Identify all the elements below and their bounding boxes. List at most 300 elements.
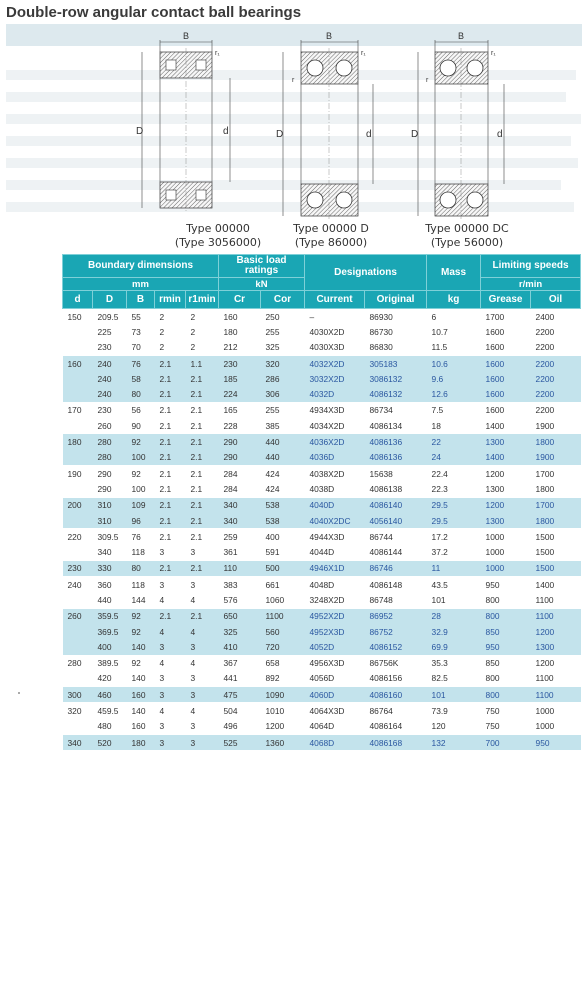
- cell-b: 140: [127, 639, 155, 655]
- table-row: [63, 703, 581, 719]
- cell-b: 76: [127, 529, 155, 545]
- cell-grease: 800: [481, 608, 531, 624]
- cell-r1min: 2.1: [186, 386, 219, 402]
- cell-rmin: 3: [155, 639, 186, 655]
- page-title: Double-row angular contact ball bearings: [6, 4, 302, 21]
- cell-d: [63, 340, 93, 356]
- cell-r1min: 4: [186, 703, 219, 719]
- cell-d: 260: [97, 420, 112, 431]
- svg-text:D: D: [136, 126, 144, 137]
- cell-kg: 120: [431, 721, 446, 732]
- cell-rmin: 2: [159, 326, 165, 337]
- cell-current: 4064D: [309, 721, 335, 732]
- cell-cor: 255: [265, 326, 280, 337]
- table-row: [63, 497, 581, 513]
- cell-d: 170: [63, 402, 93, 418]
- table-row: [63, 309, 581, 325]
- cell-cr: 475: [219, 687, 261, 703]
- cell-cor: 560: [261, 624, 305, 639]
- cell-original: 4086160: [365, 687, 427, 703]
- cell-kg: 10.6: [427, 355, 481, 371]
- cell-kg: 101: [427, 687, 481, 703]
- cell-rmin: 2.1: [155, 371, 186, 386]
- cell-b: 92: [127, 608, 155, 624]
- cell-kg: 6: [427, 309, 481, 325]
- cell-current: 4044D: [309, 547, 335, 558]
- cell-original: 4086156: [369, 673, 403, 684]
- table-row: [63, 655, 581, 671]
- cell-oil: 2200: [531, 355, 581, 371]
- cell-original: 4086136: [365, 450, 427, 466]
- cell-rmin: 2.1: [159, 420, 172, 431]
- cell-rmin: 2.1: [155, 560, 186, 576]
- cell-kg: 24: [427, 450, 481, 466]
- cell-current: 4944X3D: [305, 529, 365, 545]
- col-header-original: Original: [365, 291, 427, 309]
- cell-d: [63, 481, 93, 497]
- cell-r1min: 2.1: [186, 402, 219, 418]
- cell-cr: 165: [219, 402, 261, 418]
- cell-r1min: 3: [190, 547, 196, 558]
- cell-cor: 306: [261, 386, 305, 402]
- cell-d: 420: [97, 673, 112, 684]
- cell-current: –: [305, 309, 365, 325]
- cell-kg: 29.5: [427, 513, 481, 529]
- col-header-oil: Oil: [531, 291, 581, 309]
- col-header-d: D: [93, 291, 127, 309]
- col-header-r1min: r1min: [186, 291, 219, 309]
- cell-current: 4036X2D: [305, 434, 365, 450]
- cell-grease: 1300: [485, 483, 505, 494]
- cell-kg: 29.5: [427, 497, 481, 513]
- cell-cr: 110: [219, 560, 261, 576]
- cell-current: 4032X2D: [305, 355, 365, 371]
- cell-cr: 525: [219, 735, 261, 751]
- cell-kg: 69.9: [427, 639, 481, 655]
- cell-cr: 284: [219, 465, 261, 481]
- cell-d: 240: [93, 386, 127, 402]
- cell-d: 460: [93, 687, 127, 703]
- cell-oil: 1800: [535, 483, 555, 494]
- cell-grease: 1000: [485, 547, 505, 558]
- cell-d: [63, 418, 93, 434]
- cell-cor: 286: [261, 371, 305, 386]
- cell-b: 96: [127, 513, 155, 529]
- cell-kg: 17.2: [427, 529, 481, 545]
- cell-grease: 1000: [481, 560, 531, 576]
- cell-cor: 591: [265, 547, 280, 558]
- cell-grease: 1300: [481, 513, 531, 529]
- caption-type-00000-dc: Type 00000 DC (Type 56000): [425, 222, 509, 249]
- cell-r1min: 2.1: [186, 608, 219, 624]
- cell-b: 58: [127, 371, 155, 386]
- cell-original: 3086132: [365, 371, 427, 386]
- cell-d: 440: [97, 594, 112, 605]
- cell-rmin: 3: [159, 673, 165, 684]
- cell-rmin: 3: [155, 735, 186, 751]
- cell-d: 209.5: [93, 309, 127, 325]
- cell-cor: 720: [261, 639, 305, 655]
- cell-rmin: 2.1: [155, 355, 186, 371]
- cell-grease: 1200: [481, 497, 531, 513]
- table-row: [63, 624, 581, 639]
- cell-cr: 410: [219, 639, 261, 655]
- cell-b: 73: [131, 326, 141, 337]
- cell-r1min: 3: [190, 721, 196, 732]
- cell-rmin: 4: [155, 703, 186, 719]
- cell-cr: 441: [223, 673, 238, 684]
- cell-oil: 2200: [535, 342, 555, 353]
- cell-original: 86830: [369, 342, 393, 353]
- cell-oil: 950: [531, 735, 581, 751]
- cell-kg: 132: [427, 735, 481, 751]
- cell-cor: 385: [265, 420, 280, 431]
- cell-r1min: 3: [186, 577, 219, 593]
- cell-cor: 658: [261, 655, 305, 671]
- cell-r1min: 3: [186, 687, 219, 703]
- cell-oil: 2200: [535, 326, 555, 337]
- svg-text:r: r: [426, 77, 429, 84]
- cell-cr: 367: [219, 655, 261, 671]
- cell-current: 4946X1D: [305, 560, 365, 576]
- cell-kg: 22.4: [427, 465, 481, 481]
- col-header-cr: Cr: [219, 291, 261, 309]
- cell-grease: 1400: [481, 450, 531, 466]
- cell-r1min: 2.1: [186, 450, 219, 466]
- cell-d: 520: [93, 735, 127, 751]
- cell-cor: 1100: [261, 608, 305, 624]
- col-header-cor: Cor: [261, 291, 305, 309]
- cell-original: 4086148: [365, 577, 427, 593]
- cell-oil: 1700: [531, 465, 581, 481]
- cell-d: 280: [93, 450, 127, 466]
- cell-current: 4040X2DC: [305, 513, 365, 529]
- col-header-current: Current: [305, 291, 365, 309]
- table-row: [63, 481, 581, 497]
- cell-d: 320: [63, 703, 93, 719]
- cell-kg: 32.9: [427, 624, 481, 639]
- cell-d: 369.5: [93, 624, 127, 639]
- cell-original: 4086144: [369, 547, 403, 558]
- cell-r1min: 3: [190, 673, 196, 684]
- cell-rmin: 2.1: [155, 450, 186, 466]
- cell-d: 150: [63, 309, 93, 325]
- cell-kg: 22: [427, 434, 481, 450]
- cell-grease: 850: [481, 655, 531, 671]
- cell-grease: 950: [481, 639, 531, 655]
- cell-rmin: 2.1: [155, 529, 186, 545]
- cell-grease: 1600: [481, 371, 531, 386]
- cell-cr: 228: [223, 420, 238, 431]
- cell-original: 86748: [369, 594, 393, 605]
- col-header-b: B: [127, 291, 155, 309]
- svg-text:r₁: r₁: [491, 50, 496, 57]
- svg-text:r₁: r₁: [361, 50, 366, 57]
- cell-cr: 496: [223, 721, 238, 732]
- cell-grease: 1600: [481, 386, 531, 402]
- cell-oil: 1800: [531, 513, 581, 529]
- cell-b: 56: [127, 402, 155, 418]
- cell-d: 359.5: [93, 608, 127, 624]
- table-row: [63, 529, 581, 545]
- cell-cor: 500: [261, 560, 305, 576]
- cell-rmin: 2.1: [155, 402, 186, 418]
- cell-cor: 892: [265, 673, 280, 684]
- cell-d: 310: [93, 497, 127, 513]
- cell-current: 4060D: [305, 687, 365, 703]
- cell-grease: 750: [485, 721, 500, 732]
- cell-cr: 290: [219, 434, 261, 450]
- cell-d: 310: [93, 513, 127, 529]
- cell-rmin: 3: [155, 687, 186, 703]
- cell-kg: 7.5: [427, 402, 481, 418]
- bearing-type-00000-d-drawing: [276, 31, 373, 220]
- cell-oil: 1500: [531, 560, 581, 576]
- cell-d: [63, 592, 93, 608]
- cell-cr: 230: [219, 355, 261, 371]
- cell-original: 4086138: [369, 483, 403, 494]
- cell-oil: 1200: [531, 655, 581, 671]
- cell-grease: 1400: [485, 420, 505, 431]
- cell-cr: 259: [219, 529, 261, 545]
- cell-cr: 290: [219, 450, 261, 466]
- cell-grease: 1300: [481, 434, 531, 450]
- cell-oil: 1900: [531, 450, 581, 466]
- cell-b: 180: [127, 735, 155, 751]
- table-row: [63, 592, 581, 608]
- caption-type-00000-d: Type 00000 D (Type 86000): [293, 222, 369, 249]
- cell-rmin: 2.1: [155, 465, 186, 481]
- cell-d: 389.5: [93, 655, 127, 671]
- cell-cor: 400: [261, 529, 305, 545]
- cell-rmin: 3: [159, 547, 165, 558]
- cell-d: [63, 513, 93, 529]
- cell-b: 76: [127, 355, 155, 371]
- cell-original: 4086140: [365, 497, 427, 513]
- cell-kg: 18: [431, 420, 441, 431]
- cell-b: 100: [131, 483, 146, 494]
- cell-kg: 73.9: [427, 703, 481, 719]
- cell-r1min: 2: [190, 326, 196, 337]
- cell-oil: 1500: [531, 529, 581, 545]
- cell-oil: 1000: [535, 721, 555, 732]
- cell-grease: 800: [481, 687, 531, 703]
- cell-cor: 661: [261, 577, 305, 593]
- cell-d: 330: [93, 560, 127, 576]
- cell-r1min: 4: [190, 594, 196, 605]
- bearing-diagrams: [120, 22, 540, 252]
- cell-rmin: 2: [155, 309, 186, 325]
- cell-current: 4030X2D: [309, 326, 345, 337]
- cell-oil: 2200: [531, 402, 581, 418]
- cell-b: 140: [127, 703, 155, 719]
- cell-b: 92: [127, 434, 155, 450]
- cell-grease: 1200: [481, 465, 531, 481]
- cell-grease: 1600: [481, 355, 531, 371]
- table-row: [63, 340, 581, 356]
- cell-oil: 1300: [531, 639, 581, 655]
- cell-d: 480: [97, 721, 112, 732]
- cell-rmin: 2: [159, 342, 165, 353]
- cell-b: 55: [127, 309, 155, 325]
- cell-b: 80: [127, 386, 155, 402]
- cell-original: 4086134: [369, 420, 403, 431]
- cell-b: 100: [127, 450, 155, 466]
- cell-rmin: 2.1: [155, 386, 186, 402]
- cell-cor: 1200: [265, 721, 285, 732]
- bearing-specs-table: [62, 254, 581, 750]
- cell-kg: 37.2: [431, 547, 448, 558]
- cell-cor: 320: [261, 355, 305, 371]
- cell-rmin: 4: [159, 594, 165, 605]
- cell-original: 4086152: [365, 639, 427, 655]
- cell-d: 230: [97, 342, 112, 353]
- cell-cor: 440: [261, 434, 305, 450]
- cell-original: 4086136: [365, 434, 427, 450]
- cell-current: 4030X3D: [309, 342, 345, 353]
- svg-text:r₁: r₁: [215, 50, 220, 57]
- cell-d: 190: [63, 465, 93, 481]
- cell-oil: 2200: [531, 386, 581, 402]
- cell-d: 360: [93, 577, 127, 593]
- cell-cor: 538: [261, 497, 305, 513]
- cell-cr: 224: [219, 386, 261, 402]
- table-row: [63, 719, 581, 735]
- svg-text:d: d: [497, 129, 503, 140]
- cell-grease: 850: [481, 624, 531, 639]
- cell-cor: 440: [261, 450, 305, 466]
- cell-cr: 185: [219, 371, 261, 386]
- table-row: [63, 418, 581, 434]
- cell-oil: 2400: [531, 309, 581, 325]
- cell-cr: 361: [223, 547, 238, 558]
- cell-r1min: 2: [190, 342, 196, 353]
- cell-b: 144: [131, 594, 146, 605]
- cell-oil: 1100: [535, 594, 554, 605]
- cell-cr: 504: [219, 703, 261, 719]
- cell-oil: 1900: [535, 420, 555, 431]
- cell-current: 4956X3D: [305, 655, 365, 671]
- cell-kg: 28: [427, 608, 481, 624]
- cell-d: 340: [97, 547, 112, 558]
- cell-b: 92: [127, 465, 155, 481]
- cell-cr: 212: [223, 342, 238, 353]
- header-load: Basic load ratings: [219, 255, 305, 278]
- cell-oil: 1100: [535, 673, 554, 684]
- cell-d: 459.5: [93, 703, 127, 719]
- cell-kg: 10.7: [431, 326, 448, 337]
- cell-d: 220: [63, 529, 93, 545]
- cell-rmin: 2.1: [155, 513, 186, 529]
- table-row: [63, 671, 581, 687]
- cell-kg: 43.5: [427, 577, 481, 593]
- cell-current: 4038D: [309, 483, 335, 494]
- cell-r1min: 2.1: [186, 434, 219, 450]
- cell-d: 260: [63, 608, 93, 624]
- cell-d: 290: [97, 483, 112, 494]
- cell-d: 400: [93, 639, 127, 655]
- cell-original: 86746: [365, 560, 427, 576]
- cell-d: 290: [93, 465, 127, 481]
- cell-d: 340: [63, 735, 93, 751]
- cell-kg: 12.6: [427, 386, 481, 402]
- cell-cor: 1010: [261, 703, 305, 719]
- cell-kg: 11: [427, 560, 481, 576]
- cell-r1min: 2.1: [186, 560, 219, 576]
- col-header-d: d: [63, 291, 93, 309]
- col-header-grease: Grease: [481, 291, 531, 309]
- cell-grease: 1000: [481, 529, 531, 545]
- cell-r1min: 2.1: [186, 371, 219, 386]
- svg-text:d: d: [223, 126, 229, 137]
- cell-oil: 1400: [531, 577, 581, 593]
- cell-oil: 2200: [531, 371, 581, 386]
- cell-r1min: 4: [186, 624, 219, 639]
- table-row: [63, 465, 581, 481]
- cell-original: 86930: [365, 309, 427, 325]
- cell-cr: 340: [219, 513, 261, 529]
- cell-d: 309.5: [93, 529, 127, 545]
- svg-text:B: B: [182, 31, 190, 41]
- svg-text:D: D: [411, 129, 419, 140]
- cell-rmin: 3: [159, 721, 165, 732]
- cell-cor: 1060: [265, 594, 285, 605]
- cell-rmin: 2.1: [155, 497, 186, 513]
- cell-d: [63, 671, 93, 687]
- cell-d: 300: [63, 687, 93, 703]
- cell-rmin: 2.1: [155, 608, 186, 624]
- bearing-type-00000-drawing: [136, 31, 230, 212]
- header-boundary: Boundary dimensions: [63, 255, 219, 278]
- cell-oil: 1500: [535, 547, 555, 558]
- cell-cr: 325: [219, 624, 261, 639]
- cell-d: 280: [63, 655, 93, 671]
- cell-oil: 1100: [531, 687, 581, 703]
- cell-cr: 284: [223, 483, 238, 494]
- table-row: [63, 324, 581, 339]
- cell-cr: 340: [219, 497, 261, 513]
- cell-grease: 750: [481, 703, 531, 719]
- cell-d: 160: [63, 355, 93, 371]
- cell-grease: 1600: [485, 342, 505, 353]
- cell-original: 86756K: [365, 655, 427, 671]
- cell-r1min: 2.1: [186, 513, 219, 529]
- header-speeds-unit: r/min: [481, 278, 581, 291]
- cell-kg: 22.3: [431, 483, 448, 494]
- cell-rmin: 4: [155, 655, 186, 671]
- table-row: [63, 639, 581, 655]
- cell-cor: 1360: [261, 735, 305, 751]
- cell-cor: 1090: [261, 687, 305, 703]
- cell-r1min: 2.1: [190, 420, 203, 431]
- header-mass: Mass: [427, 255, 481, 291]
- cell-cor: 250: [261, 309, 305, 325]
- caption-type-00000: Type 00000 (Type 3056000): [174, 222, 262, 249]
- cell-current: 4052D: [305, 639, 365, 655]
- cell-current: 4036D: [305, 450, 365, 466]
- table-row: [63, 735, 581, 751]
- bearing-type-00000-dc-drawing: [411, 31, 504, 220]
- header-designations: Designations: [305, 255, 427, 291]
- cell-current: 4056D: [309, 673, 335, 684]
- cell-kg: 101: [431, 594, 446, 605]
- cell-r1min: 3: [186, 639, 219, 655]
- cell-b: 118: [127, 577, 155, 593]
- cell-b: 92: [127, 624, 155, 639]
- cell-current: 4952X2D: [305, 608, 365, 624]
- cell-d: 240: [63, 577, 93, 593]
- cell-cor: 424: [265, 483, 280, 494]
